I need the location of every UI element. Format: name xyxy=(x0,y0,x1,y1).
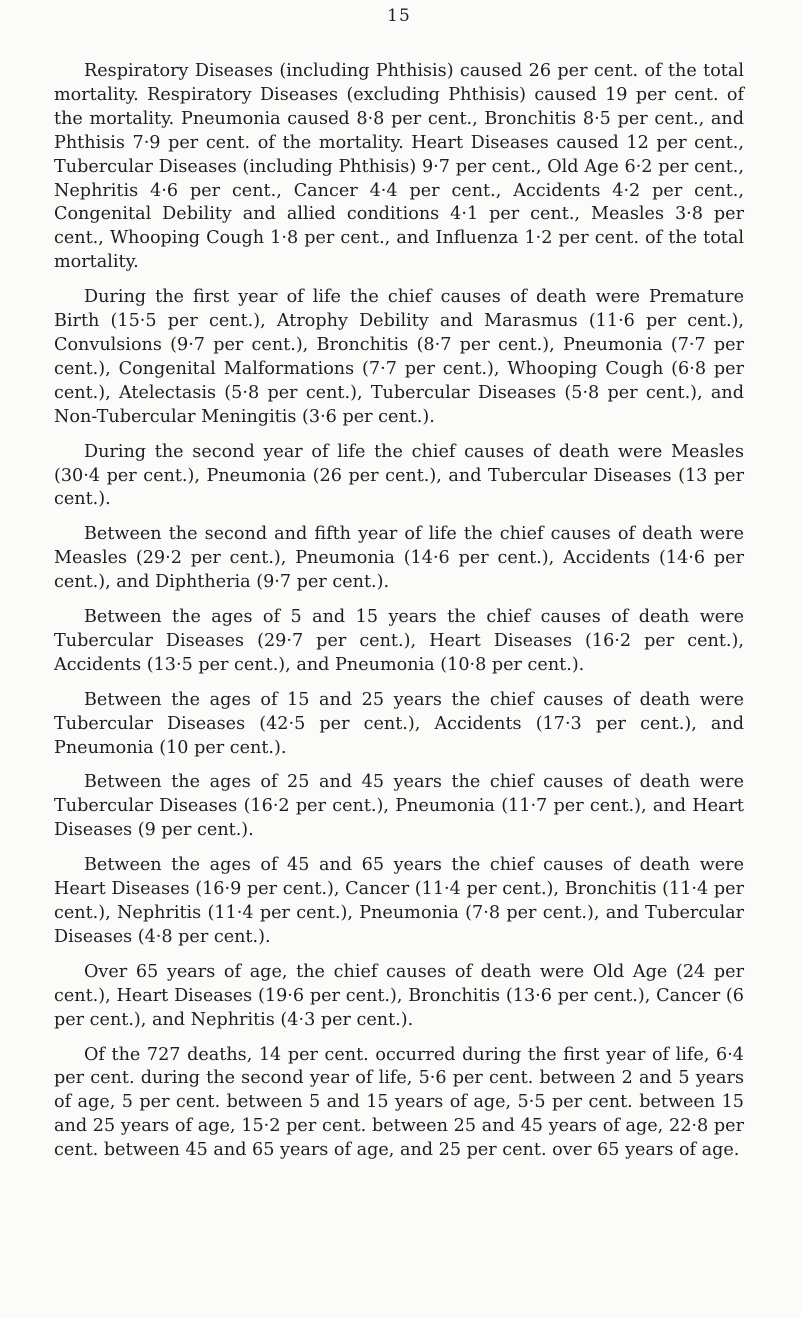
paragraph-first-year: During the first year of life the chief causes of death were Premature Birth (15·5 per cent.), Atrophy Debility and Marasmus (11·6 per cent.), Convulsions (9·7 per cent.), Bronchitis (8·7 per cent.), Pneumonia (7·7 per cent.), Congenital Malformations (7·7 per cent.), Whooping Cough (6·8 per cent.), Atelectasis (5·8 per cent.), Tubercular Diseases (5·8 per cent.), and Non-Tubercular Meningitis (3·6 per cent.). xyxy=(54,287,744,427)
paragraph-ages-45-65: Between the ages of 45 and 65 years the chief causes of death were Heart Diseases (16·9 per cent.), Cancer (11·4 per cent.), Bronchitis (11·4 per cent.), Nephritis (11·4 per cent.), Pneumonia (7·8 per cent.), and Tubercular Diseases (4·8 per cent.). xyxy=(54,855,744,947)
paragraph-deaths-distribution: Of the 727 deaths, 14 per cent. occurred during the first year of life, 6·4 per cent. during the second year of life, 5·6 per cent. between 2 and 5 years of age, 5 per cent. between 5 and 15 years of age, 5·5 per cent. between 15 and 25 years of age, 15·2 per cent. between 25 and 45 years of age, 22·8 per cent. between 45 and 65 years of age, and 25 per cent. over 65 years of age. xyxy=(54,1044,744,1161)
page-number: 15 xyxy=(387,6,411,26)
paragraph-ages-15-25: Between the ages of 15 and 25 years the chief causes of death were Tubercular Diseases (42·5 per cent.), Accidents (17·3 per cent.), and Pneumonia (10 per cent.). xyxy=(54,689,744,758)
paragraph-ages-25-45: Between the ages of 25 and 45 years the chief causes of death were Tubercular Diseases (16·2 per cent.), Pneumonia (11·7 per cent.), and Heart Diseases (9 per cent.). xyxy=(54,772,744,841)
paragraph-second-to-fifth-year: Between the second and fifth year of life the chief causes of death were Measles (29·2 per cent.), Pneumonia (14·6 per cent.), Accidents (14·6 per cent.), and Diphtheria (9·7 per cent.). xyxy=(54,524,744,593)
paragraph-respiratory-summary: Respiratory Diseases (including Phthisis) caused 26 per cent. of the total mortality. Respiratory Diseases (excluding Phthisis) caused 19 per cent. of the mortality. Pneumonia caused 8·8 per cent., Bronchitis 8·5 per cent., and Phthisis 7·9 per cent. of the mortality. Heart Diseases caused 12 per cent., Tubercular Diseases (including Phthisis) 9·7 per cent., Old Age 6·2 per cent., Nephritis 4·6 per cent., Cancer 4·4 per cent., Accidents 4·2 per cent., Congenital Debility and allied conditions 4·1 per cent., Measles 3·8 per cent., Whooping Cough 1·8 per cent., and Influenza 1·2 per cent. of the total mortality. xyxy=(54,61,744,273)
paragraph-over-65: Over 65 years of age, the chief causes of death were Old Age (24 per cent.), Heart Diseases (19·6 per cent.), Bronchitis (13·6 per cent.), Cancer (6 per cent.), and Nephritis (4·3 per cent.). xyxy=(54,961,744,1030)
document-page xyxy=(54,0,744,1174)
paragraph-second-year: During the second year of life the chief causes of death were Measles (30·4 per cent.), Pneumonia (26 per cent.), and Tubercular Diseases (13 per cent.). xyxy=(54,441,744,510)
paragraph-ages-5-15: Between the ages of 5 and 15 years the chief causes of death were Tubercular Diseases (29·7 per cent.), Heart Diseases (16·2 per cent.), Accidents (13·5 per cent.), and Pneumonia (10·8 per cent.). xyxy=(54,607,744,675)
